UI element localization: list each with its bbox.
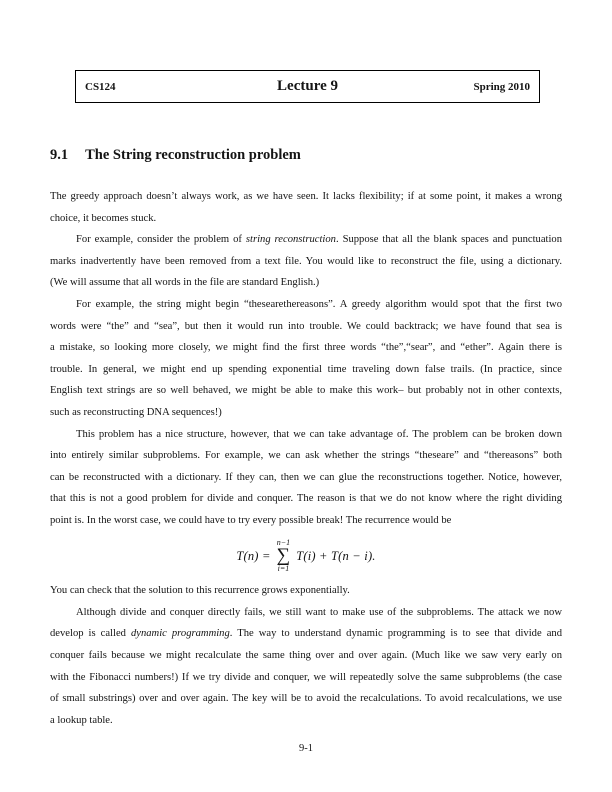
text-line: For example, the string might begin “thesearethereasons”. A greedy algorithm would spot that the first two xyxy=(76,298,562,310)
text-line: For example, consider the problem of string reconstruction. Suppose that all the blank spaces and punctuation xyxy=(76,234,562,246)
course-code: CS124 xyxy=(85,80,116,93)
summation-symbol xyxy=(277,539,291,575)
paragraph xyxy=(50,602,562,732)
paragraph xyxy=(50,580,562,602)
paragraph xyxy=(50,424,562,532)
text-line: can be reconstructed with a dictionary. If they can, then we can glue the reconstructions together. Notice, however, xyxy=(50,471,562,483)
body-content xyxy=(50,186,562,731)
text-line: (We will assume that all words in the file are standard English.) xyxy=(50,277,320,289)
text-line: point is. In the worst case, we could have to try every possible break! The recurrence would be xyxy=(50,514,452,526)
paragraph xyxy=(50,294,562,424)
recurrence-equation xyxy=(50,532,562,581)
text-line: develop is called dynamic programming. The way to understand dynamic programming is to see that divide and xyxy=(50,628,562,640)
equation-lhs: T(n) = xyxy=(236,548,271,563)
section-heading xyxy=(50,147,301,164)
equation-rhs: T(i) + T(n − i). xyxy=(296,548,376,563)
lecture-title: Lecture 9 xyxy=(277,78,338,94)
text-line: You can check that the solution to this recurrence grows exponentially. xyxy=(50,585,350,597)
text-line: marks inadvertently have been removed from a text file. You would like to reconstruct the file, using a dictionary. xyxy=(50,255,562,267)
text-line: Although divide and conquer directly fails, we still want to make use of the subproblems. The attack we now xyxy=(76,606,562,618)
text-line: into entirely similar subproblems. For example, we can ask whether the strings “theseare” and “thereasons” both xyxy=(50,450,562,462)
page-number: 9-1 xyxy=(299,743,313,754)
sigma-icon: ∑ xyxy=(276,545,291,567)
text-line: conquer fails because we might recalculate the same thing over and over again. (Much like we saw very early on xyxy=(50,649,562,661)
text-line: trouble. In general, we might end up spending exponential time traveling down false trails. (In practice, since xyxy=(50,363,562,375)
paragraph xyxy=(50,186,562,229)
text-line: that this is not a good problem for divide and conquer. The reason is that we do not know where the right dividing xyxy=(50,493,562,505)
text-line: with the Fibonacci numbers!) If we try divide and conquer, we will repeatedly solve the same subproblems (the case xyxy=(50,671,562,683)
summation-upper-limit: n−1 xyxy=(276,537,291,547)
text-line: choice, it becomes stuck. xyxy=(50,212,157,224)
lecture-header xyxy=(75,70,540,103)
text-line: such as reconstructing DNA sequences!) xyxy=(50,406,222,418)
text-line: This problem has a nice structure, however, that we can take advantage of. The problem can be broken down xyxy=(76,428,562,440)
text-line: words were “the” and “sea”, but then it would run into trouble. We could backtrack; we have found that sea is xyxy=(50,320,562,332)
text-line: of small substrings) over and over again. The key will be to avoid the recalculations. To avoid recalculations, we use xyxy=(50,693,562,705)
paragraph xyxy=(50,229,562,294)
text-line: English text strings are so well behaved, we might be able to make this work– but probably not in other contexts, xyxy=(50,385,562,397)
text-line: a lookup table. xyxy=(50,714,113,726)
section-number: 9.1 xyxy=(50,147,69,163)
summation-lower-limit: i=1 xyxy=(277,564,290,574)
text-line: a mistake, so looking more closely, we might find the first three words “the”,“sear”, and “ether”. Again there is xyxy=(50,342,562,354)
term-label: Spring 2010 xyxy=(473,80,531,93)
text-line: The greedy approach doesn’t always work, as we have seen. It lacks flexibility; if at some point, it makes a wrong xyxy=(50,191,562,202)
section-title: The String reconstruction problem xyxy=(85,147,301,163)
